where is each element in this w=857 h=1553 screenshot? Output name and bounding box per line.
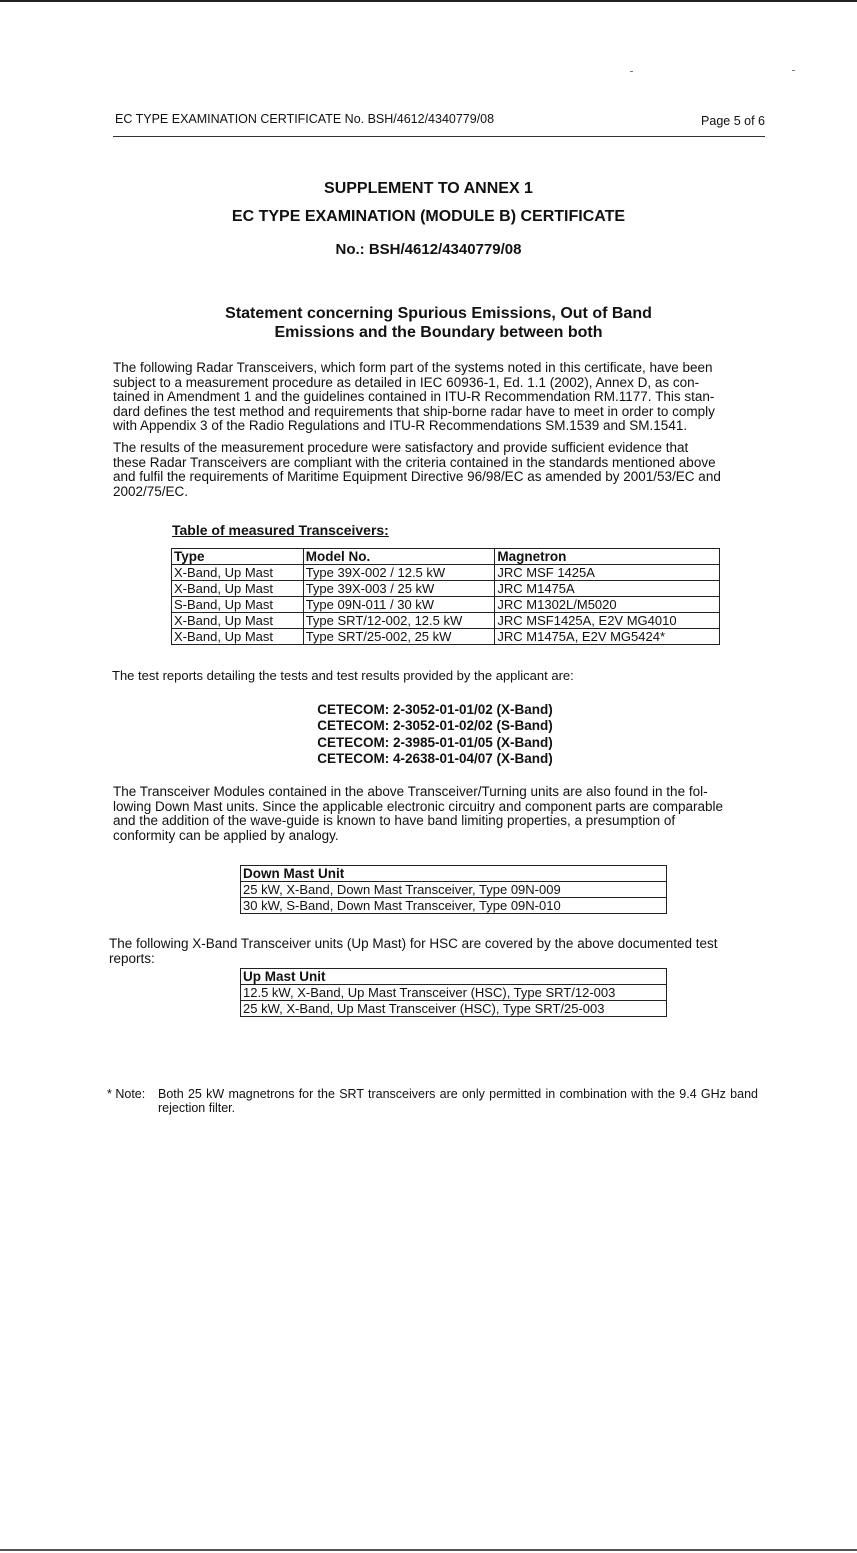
paragraph-line: reports: [109, 951, 155, 966]
hsc-intro [109, 936, 759, 966]
test-report-item: CETECOM: 4-2638-01-04/07 (X-Band) [317, 750, 553, 766]
statement-heading-line-1: Statement concerning Spurious Emissions, Out of Band [225, 305, 652, 322]
certificate-title: EC TYPE EXAMINATION (MODULE B) CERTIFICATE [231, 208, 626, 225]
cell-type: S-Band, Up Mast [172, 597, 304, 613]
cell-type: X-Band, Up Mast [172, 613, 304, 629]
footnote-mark: * Note: [107, 1087, 146, 1101]
paragraph-line: The Transceiver Modules contained in the above Transceiver/Turning units are also found in the fol- [113, 784, 708, 799]
measurement-paragraph [113, 361, 760, 434]
paragraph-line: conformity can be applied by analogy. [113, 827, 339, 843]
cell-model: Type 09N-011 / 30 kW [303, 597, 495, 613]
paragraph-line: The following Radar Transceivers, which form part of the systems noted in this certificate, have been [113, 360, 713, 375]
cell-unit: 25 kW, X-Band, Down Mast Transceiver, Type 09N-009 [241, 882, 667, 898]
table-row [172, 629, 720, 645]
down-mast-table [240, 865, 667, 914]
cell-type: X-Band, Up Mast [172, 629, 304, 645]
cell-type: X-Band, Up Mast [172, 565, 304, 581]
statement-heading-line-2: Emissions and the Boundary between both [274, 324, 603, 341]
cell-model: Type 39X-003 / 25 kW [303, 581, 495, 597]
paragraph-line: dard defines the test method and requirements that ship-borne radar have to meet in order to comply [113, 403, 715, 419]
scan-edge-top [0, 0, 857, 2]
cell-model: Type 39X-002 / 12.5 kW [303, 565, 495, 581]
paragraph-line: with Appendix 3 of the Radio Regulations and ITU-R Recommendations SM.1539 and SM.1541. [113, 418, 688, 434]
cell-magnetron: JRC M1302L/M5020 [495, 597, 720, 613]
table-row [172, 597, 720, 613]
cell-type: X-Band, Up Mast [172, 581, 304, 597]
header-divider [113, 136, 765, 137]
table-row [172, 581, 720, 597]
certificate-number-title: No.: BSH/4612/4340779/08 [335, 241, 522, 258]
table-row [241, 1001, 667, 1017]
scan-edge-bottom [0, 1549, 857, 1551]
scan-speck [630, 71, 633, 72]
column-header-magnetron: Magnetron [495, 549, 720, 565]
table-row [172, 565, 720, 581]
down-mast-paragraph [113, 785, 760, 843]
paragraph-line: these Radar Transceivers are compliant with the criteria contained in the standards mentioned above [113, 454, 716, 470]
column-header-type: Type [172, 549, 304, 565]
paragraph-line: The following X-Band Transceiver units (Up Mast) for HSC are covered by the above documented test [109, 936, 718, 951]
table-row [172, 613, 720, 629]
transceivers-table [171, 548, 720, 645]
page-number: Page 5 of 6 [701, 114, 765, 128]
table-header-row [241, 866, 667, 882]
page-header [115, 112, 765, 132]
paragraph-line: and fulfil the requirements of Maritime Equipment Directive 96/98/EC as amended by 2001/53/EC and [113, 469, 721, 485]
certificate-number-header: EC TYPE EXAMINATION CERTIFICATE No. BSH/4612/4340779/08 [115, 112, 495, 126]
cell-model: Type SRT/25-002, 25 kW [303, 629, 495, 645]
cell-unit: 25 kW, X-Band, Up Mast Transceiver (HSC), Type SRT/25-003 [241, 1001, 667, 1017]
scan-speck [792, 70, 795, 71]
footnote-text: Both 25 kW magnetrons for the SRT transceivers are only permitted in combination with the 9.4 GHz band rejection filter. [158, 1087, 758, 1115]
paragraph-line: subject to a measurement procedure as detailed in IEC 60936-1, Ed. 1.1 (2002), Annex D, as con- [113, 374, 700, 390]
results-paragraph [113, 441, 760, 499]
table-header-row [241, 969, 667, 985]
up-mast-table [240, 968, 667, 1017]
table-row [241, 882, 667, 898]
table-row [241, 985, 667, 1001]
cell-unit: 30 kW, S-Band, Down Mast Transceiver, Type 09N-010 [241, 898, 667, 914]
paragraph-line: and the addition of the wave-guide is known to have band limiting properties, a presumption of [113, 813, 676, 829]
paragraph-line: lowing Down Mast units. Since the applicable electronic circuitry and component parts are comparable [113, 798, 724, 814]
supplement-title: SUPPLEMENT TO ANNEX 1 [324, 180, 533, 197]
test-report-item: CETECOM: 2-3052-01-02/02 (S-Band) [317, 718, 553, 734]
test-report-item: CETECOM: 2-3052-01-01/02 (X-Band) [317, 702, 553, 717]
cell-magnetron: JRC M1475A, E2V MG5424* [495, 629, 720, 645]
cell-unit: 12.5 kW, X-Band, Up Mast Transceiver (HSC), Type SRT/12-003 [241, 985, 667, 1001]
table-row [241, 898, 667, 914]
paragraph-line: tained in Amendment 1 and the guidelines contained in ITU-R Recommendation RM.1177. This stan- [113, 389, 715, 405]
paragraph-line: The results of the measurement procedure were satisfactory and provide sufficient evidence that [113, 440, 689, 455]
column-header-down-mast: Down Mast Unit [241, 866, 667, 882]
cell-magnetron: JRC MSF 1425A [495, 565, 720, 581]
cell-model: Type SRT/12-002, 12.5 kW [303, 613, 495, 629]
column-header-model: Model No. [303, 549, 495, 565]
column-header-up-mast: Up Mast Unit [241, 969, 667, 985]
test-report-list [0, 702, 857, 767]
transceivers-table-title: Table of measured Transceivers: [172, 522, 389, 538]
reports-intro: The test reports detailing the tests and test results provided by the applicant are: [112, 668, 574, 683]
paragraph-line: 2002/75/EC. [113, 483, 189, 499]
table-header-row [172, 549, 720, 565]
cell-magnetron: JRC MSF1425A, E2V MG4010 [495, 613, 720, 629]
cell-magnetron: JRC M1475A [495, 581, 720, 597]
test-report-item: CETECOM: 2-3985-01-01/05 (X-Band) [317, 734, 553, 750]
